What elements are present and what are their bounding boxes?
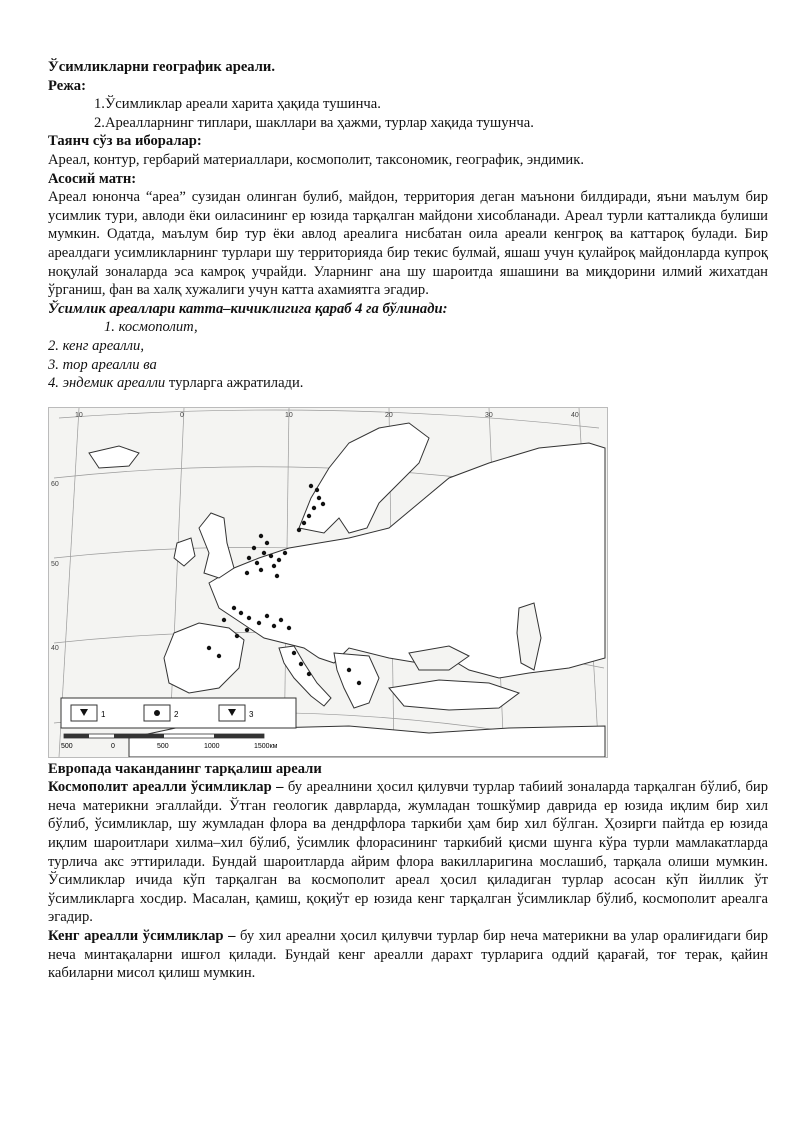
lat-label: 50 <box>51 560 59 568</box>
dot <box>272 623 276 627</box>
lon-label: 20 <box>385 411 393 419</box>
dot <box>287 625 291 629</box>
division-item: 1. космополит, <box>104 319 198 336</box>
dot <box>252 545 256 549</box>
scale-label: 500 <box>157 742 169 750</box>
dot <box>307 513 311 517</box>
wide-range-text: бу хил ареални ҳосил қилувчи турлар бир неча материкни ва улар оралиғидаги бир неча минтақаларни ишғол қилади. Бундай кенг ареалли дарахт турларига оддий қарағай, тоғ терак, қайин кабиларни мисол қилиш мумкин. <box>48 928 769 982</box>
division-item <box>48 374 768 393</box>
keywords-text: Ареал, контур, гербарий материаллари, космополит, таксономик, географик, эндимик. <box>48 151 584 168</box>
cosmopolitan-text: бу ареалнини ҳосил қилувчи турлар табиий зоналарда тарқалган бўлиб, бир неча материкни эгаллайди. Ўтган геологик даврларда, жумладан тошкўмир даврида ер юзида иқлим бир хил бўлиб, ўсимликлар, шу жумладан флора ва дендрфлора таркиби ҳам бир хил бўлган. Ҳозирги пайтда ер юзида иқлим шароитлари хилма–хил бўлиб, ўсимлик флорасининг таркибий қисми шунга кўра турли мамлакатларда турлича акс эттирилади. Бундай шароитларда айрим флора вакилларигина мослашиб, тарқала олиши мумкин. Ўсимликлар ичида кўп тарқалган ва космополит ареал ҳосил қиладиган турлар асосан кўп йиллик ўт ўсимликларга хосдир. Масалан, қамиш, қоқиўт ер юзида кенг тарқалган ўсимликлар бўлиб, космополит ареалга эгадир. <box>48 779 768 926</box>
map-svg <box>49 408 607 757</box>
lon-label: 10 <box>285 411 293 419</box>
europe-distribution-map <box>48 407 608 758</box>
scale-label: 1000 <box>204 742 220 750</box>
dot <box>269 553 273 557</box>
division-item-rest: турларга ажратилади. <box>165 375 304 392</box>
dot <box>277 557 281 561</box>
dot <box>279 617 283 621</box>
dot <box>309 483 313 487</box>
dot <box>247 615 251 619</box>
wide-range-paragraph <box>48 927 768 983</box>
dot <box>321 501 325 505</box>
map-caption: Европада чаканданинг тарқалиш ареали <box>48 760 322 777</box>
lon-label: 30 <box>485 411 493 419</box>
dot <box>297 527 301 531</box>
lat-label: 60 <box>51 480 59 488</box>
plan-item: 1.Ўсимликлар ареали харита ҳақида тушинча. <box>94 96 381 113</box>
document-page <box>48 58 768 983</box>
dot <box>275 573 279 577</box>
cosmopolitan-paragraph <box>48 778 768 927</box>
wide-range-term: Кенг ареалли ўсимликлар – <box>48 928 236 945</box>
dot <box>302 520 306 524</box>
scale-label: 0 <box>111 742 115 750</box>
dot <box>245 627 249 631</box>
dot <box>292 650 296 654</box>
dot <box>265 613 269 617</box>
cosmopolitan-term: Космополит ареалли ўсимликлар – <box>48 779 284 796</box>
dot <box>235 633 239 637</box>
dot <box>245 570 249 574</box>
main-text-paragraph: Ареал юнонча “ареа” сузидан олинган булиб, майдон, территория деган маънони билдиради, яъни маълум бир усимлик тури, авлоди ёки оиласининг ер юзида тарқалган майдони хисобланади. Ареал турли катталикда булиши мумкин. Одатда, маълум бир тур ёки авлод ареалига нисбатан оила ареали кенгроқ ва каттароқ булади. Бир ареалдаги усимликларнинг турлари шу территорияда бир текис булмай, яшаш учун қулайроқ майдонларда купроқ ноқулай зоналарда эса камроқ учрайди. Уларнинг ана шу шароитда яшашини ва миқдорини илмий жихатдан ўрганиш, фан ва халқ хужалиги учун катта ахамиятга эгадир. <box>48 189 768 299</box>
dot <box>307 671 311 675</box>
dot <box>265 540 269 544</box>
lon-label: 10 <box>75 411 83 419</box>
legend-label: 2 <box>174 709 179 719</box>
legend-dot-icon <box>154 710 160 716</box>
dot <box>347 667 351 671</box>
lon-label: 40 <box>571 411 579 419</box>
dot <box>262 550 266 554</box>
dot <box>255 560 259 564</box>
plan-item: 2.Ареалларнинг типлари, шакллари ва ҳажми, турлар хақида тушунча. <box>94 114 534 131</box>
lon-label: 0 <box>180 411 184 419</box>
dot <box>239 610 243 614</box>
dot <box>259 567 263 571</box>
dot <box>283 550 287 554</box>
division-heading: Ўсимлик ареаллари катта–кичиклигига қараб 4 га бўлинади: <box>48 300 448 317</box>
dot <box>317 495 321 499</box>
dot <box>232 605 236 609</box>
scale-label: 1500км <box>254 742 278 750</box>
page-title: Ўсимликларни географик ареали. <box>48 59 275 75</box>
dot <box>257 620 261 624</box>
dot <box>247 555 251 559</box>
dot <box>357 680 361 684</box>
legend-label: 1 <box>101 709 106 719</box>
dot <box>259 533 263 537</box>
dot <box>299 661 303 665</box>
dot <box>312 505 316 509</box>
main-text-heading: Асосий матн: <box>48 170 137 187</box>
lat-label: 40 <box>51 644 59 652</box>
division-item: 2. кенг ареалли, <box>48 337 144 354</box>
dot <box>222 617 226 621</box>
dot <box>217 653 221 657</box>
dot <box>207 645 211 649</box>
keywords-heading: Таянч сўз ва иборалар: <box>48 133 202 150</box>
scale-label: 500 <box>61 742 73 750</box>
dot <box>315 487 319 491</box>
legend-label: 3 <box>249 709 254 719</box>
dot <box>272 563 276 567</box>
division-item: 3. тор ареалли ва <box>48 356 157 373</box>
plan-heading: Режа: <box>48 77 86 94</box>
division-item-term: 4. эндемик ареалли <box>48 375 166 392</box>
map-legend <box>61 698 296 728</box>
